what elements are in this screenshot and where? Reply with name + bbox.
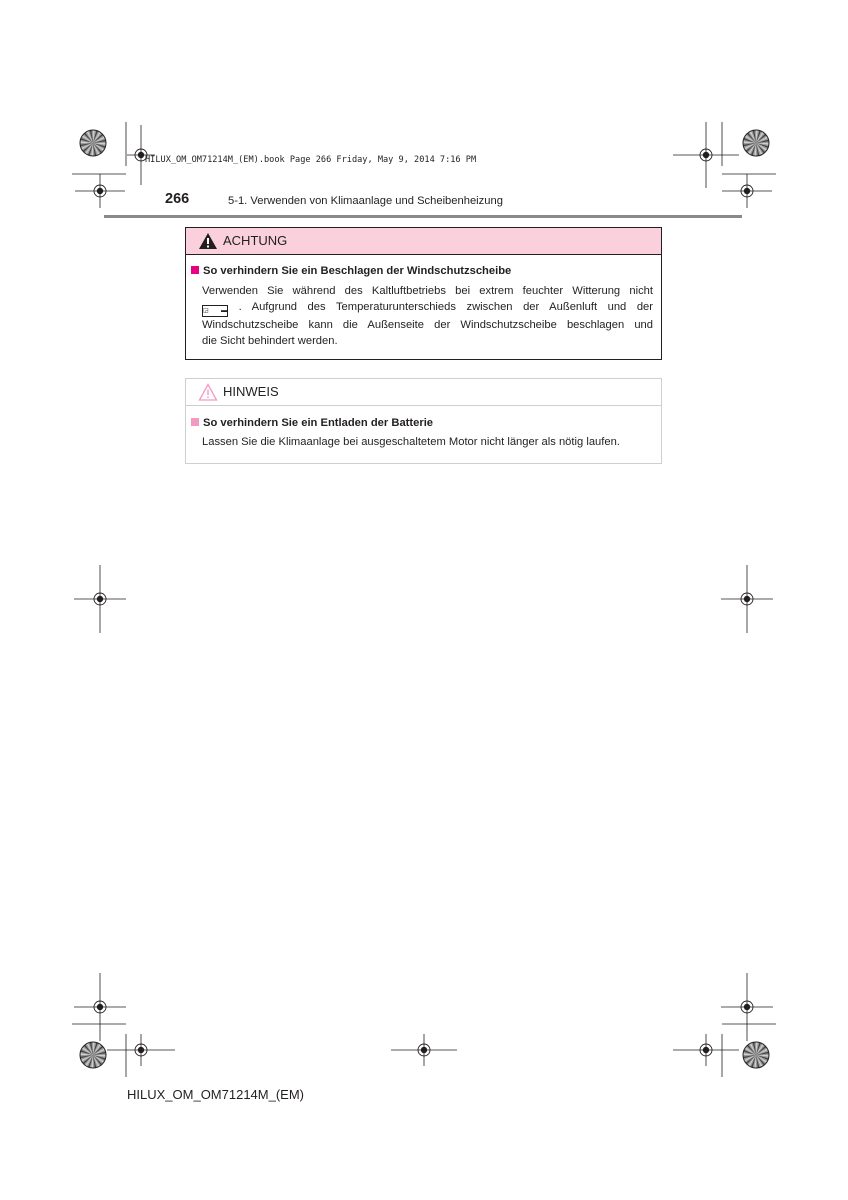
registration-cross-icon	[721, 565, 773, 633]
note-label: HINWEIS	[223, 384, 279, 399]
header-rule	[104, 215, 742, 218]
page-number: 266	[165, 191, 190, 207]
registration-cross-icon	[74, 565, 126, 633]
registration-cross-icon	[673, 1034, 739, 1066]
bullet-square-icon	[191, 418, 199, 426]
warning-box	[185, 227, 662, 360]
registration-cross-icon	[721, 973, 773, 1041]
registration-cross-icon	[107, 1034, 175, 1066]
windshield-defogger-button-icon: ◲ ▬	[202, 305, 228, 317]
registration-cross-icon	[75, 174, 125, 208]
section-title: 5-1. Verwenden von Klimaanlage und Scheibenheizung	[228, 195, 503, 207]
note-header	[186, 379, 661, 406]
registration-star-icon	[743, 130, 769, 156]
registration-cross-icon	[722, 174, 772, 208]
warning-heading	[191, 265, 511, 277]
warning-line-1: Verwenden Sie während des Kaltluftbetriebs bei extrem feuchter Witterung nicht	[202, 285, 653, 297]
print-header: HILUX_OM_OM71214M_(EM).book Page 266 Friday, May 9, 2014 7:16 PM	[145, 155, 477, 165]
note-heading-text: So verhindern Sie ein Entladen der Batterie	[203, 417, 434, 429]
note-box	[185, 378, 662, 464]
warning-label: ACHTUNG	[223, 233, 288, 248]
warning-line-2: . Aufgrund des Temperaturunterschieds zwischen der Außenluft und der	[238, 301, 653, 313]
warning-paragraph	[202, 283, 653, 349]
notice-triangle-icon	[198, 383, 218, 401]
warning-triangle-icon	[198, 232, 218, 250]
registration-star-icon	[80, 130, 106, 156]
warning-line-2-row	[202, 299, 653, 317]
warning-line-4: die Sicht behindert werden.	[202, 335, 338, 347]
warning-header	[186, 228, 661, 255]
registration-cross-icon	[673, 122, 739, 188]
warning-heading-text: So verhindern Sie ein Beschlagen der Windschutzscheibe	[203, 265, 512, 277]
registration-star-icon	[743, 1042, 769, 1068]
note-line-1: Lassen Sie die Klimaanlage bei ausgeschaltetem Motor nicht länger als nötig laufen.	[202, 436, 620, 448]
warning-line-3: Windschutzscheibe kann die Außenseite der Windschutzscheibe beschlagen und	[202, 319, 653, 331]
registration-cross-icon	[391, 1034, 457, 1066]
registration-star-icon	[80, 1042, 106, 1068]
registration-cross-icon	[74, 973, 126, 1041]
bullet-square-icon	[191, 266, 199, 274]
document-footer: HILUX_OM_OM71214M_(EM)	[127, 1087, 304, 1102]
note-heading	[191, 417, 433, 429]
note-paragraph	[202, 434, 653, 450]
